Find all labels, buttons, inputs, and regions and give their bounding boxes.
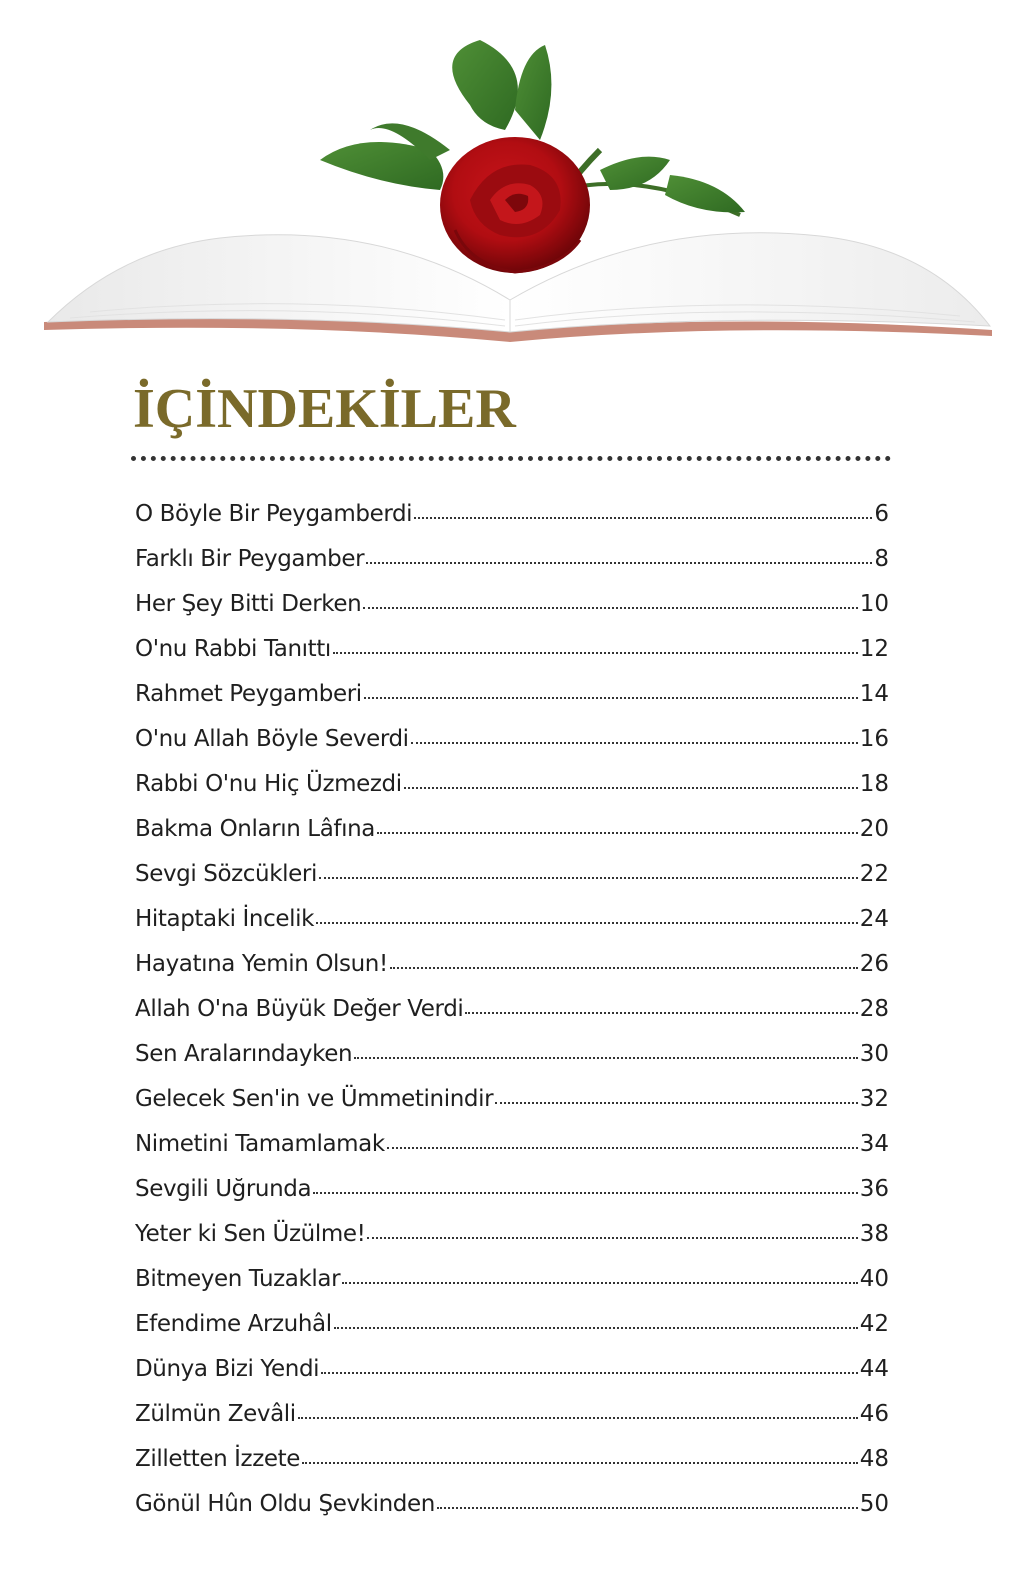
toc-entry-title: Bakma Onların Lâfına [135, 816, 375, 842]
toc-entry-title: Yeter ki Sen Üzülme! [135, 1221, 366, 1247]
toc-entry-title: Nimetini Tamamlamak [135, 1131, 385, 1157]
toc-entry[interactable] [135, 1112, 889, 1157]
toc-entry-title: O Böyle Bir Peygamberdi [135, 501, 413, 527]
toc-entry[interactable] [135, 707, 889, 752]
toc-entry-page-number: 18 [859, 771, 889, 797]
toc-entry[interactable] [135, 1292, 889, 1337]
toc-dot-leader [366, 562, 872, 564]
page-title: İÇİNDEKİLER [133, 378, 516, 440]
toc-dot-leader [321, 1372, 858, 1374]
toc-entry-page-number: 34 [859, 1131, 889, 1157]
toc-entry-title: Rahmet Peygamberi [135, 681, 362, 707]
toc-entry-page-number: 46 [859, 1401, 889, 1427]
toc-dot-leader [390, 967, 858, 969]
toc-dot-leader [377, 832, 858, 834]
toc-dot-leader [354, 1057, 858, 1059]
toc-entry-title: Zilletten İzzete [135, 1446, 300, 1472]
toc-dot-leader [342, 1282, 858, 1284]
toc-dot-leader [437, 1507, 858, 1509]
toc-entry[interactable] [135, 527, 889, 572]
toc-entry-page-number: 10 [859, 591, 889, 617]
toc-entry-title: Sevgili Uğrunda [135, 1176, 312, 1202]
toc-entry-title: Sen Aralarındayken [135, 1041, 353, 1067]
toc-dot-leader [414, 517, 872, 519]
toc-entry[interactable] [135, 1067, 889, 1112]
toc-entry-page-number: 50 [859, 1491, 889, 1517]
toc-entry-title: O'nu Rabbi Tanıttı [135, 636, 331, 662]
toc-entry-page-number: 40 [859, 1266, 889, 1292]
toc-dot-leader [367, 1237, 857, 1239]
toc-dot-leader [319, 877, 858, 879]
toc-entry[interactable] [135, 1427, 889, 1472]
toc-dot-leader [334, 1327, 858, 1329]
toc-entry-title: Sevgi Sözcükleri [135, 861, 317, 887]
toc-dot-leader [298, 1417, 858, 1419]
toc-entry-title: Hitaptaki İncelik [135, 906, 314, 932]
toc-entry-page-number: 32 [859, 1086, 889, 1112]
toc-entry[interactable] [135, 977, 889, 1022]
toc-entry-page-number: 26 [859, 951, 889, 977]
book-with-rose-icon [0, 0, 1024, 360]
toc-entry-page-number: 6 [874, 501, 889, 527]
toc-entry-title: Dünya Bizi Yendi [135, 1356, 320, 1382]
toc-entry[interactable] [135, 1022, 889, 1067]
toc-entry[interactable] [135, 1247, 889, 1292]
toc-entry-title: O'nu Allah Böyle Severdi [135, 726, 409, 752]
title-dotted-divider [131, 456, 891, 461]
toc-dot-leader [313, 1192, 858, 1194]
toc-entry-title: Efendime Arzuhâl [135, 1311, 332, 1337]
toc-entry-title: Zülmün Zevâli [135, 1401, 296, 1427]
toc-dot-leader [302, 1462, 858, 1464]
toc-entry-page-number: 28 [859, 996, 889, 1022]
toc-entry[interactable] [135, 797, 889, 842]
toc-entry[interactable] [135, 482, 889, 527]
toc-entry-page-number: 30 [859, 1041, 889, 1067]
toc-entry-page-number: 38 [859, 1221, 889, 1247]
toc-entry-title: Her Şey Bitti Derken [135, 591, 362, 617]
toc-entry[interactable] [135, 842, 889, 887]
toc-entry-page-number: 24 [859, 906, 889, 932]
toc-entry-page-number: 44 [859, 1356, 889, 1382]
toc-entry[interactable] [135, 932, 889, 977]
table-of-contents [135, 482, 889, 1517]
toc-entry[interactable] [135, 1337, 889, 1382]
toc-entry[interactable] [135, 1157, 889, 1202]
toc-entry[interactable] [135, 1382, 889, 1427]
toc-entry-title: Allah O'na Büyük Değer Verdi [135, 996, 464, 1022]
toc-entry[interactable] [135, 1472, 889, 1517]
toc-entry-page-number: 36 [859, 1176, 889, 1202]
toc-entry-title: Rabbi O'nu Hiç Üzmezdi [135, 771, 402, 797]
toc-entry-page-number: 42 [859, 1311, 889, 1337]
toc-entry-title: Gönül Hûn Oldu Şevkinden [135, 1491, 435, 1517]
toc-entry[interactable] [135, 572, 889, 617]
toc-dot-leader [404, 787, 858, 789]
toc-dot-leader [363, 607, 857, 609]
toc-entry[interactable] [135, 887, 889, 932]
toc-dot-leader [316, 922, 858, 924]
toc-entry-title: Farklı Bir Peygamber [135, 546, 365, 572]
toc-entry[interactable] [135, 1202, 889, 1247]
toc-entry-page-number: 20 [859, 816, 889, 842]
toc-entry-page-number: 48 [859, 1446, 889, 1472]
toc-entry[interactable] [135, 752, 889, 797]
toc-dot-leader [411, 742, 858, 744]
toc-entry-page-number: 16 [859, 726, 889, 752]
toc-entry-title: Hayatına Yemin Olsun! [135, 951, 388, 977]
toc-dot-leader [387, 1147, 858, 1149]
toc-entry[interactable] [135, 662, 889, 707]
toc-entry-title: Bitmeyen Tuzaklar [135, 1266, 341, 1292]
toc-dot-leader [364, 697, 858, 699]
toc-entry[interactable] [135, 617, 889, 662]
toc-entry-page-number: 22 [859, 861, 889, 887]
toc-dot-leader [333, 652, 858, 654]
toc-dot-leader [495, 1102, 858, 1104]
toc-entry-page-number: 8 [874, 546, 889, 572]
toc-entry-page-number: 12 [859, 636, 889, 662]
toc-dot-leader [465, 1012, 857, 1014]
toc-entry-title: Gelecek Sen'in ve Ümmetinindir [135, 1086, 494, 1112]
toc-entry-page-number: 14 [859, 681, 889, 707]
